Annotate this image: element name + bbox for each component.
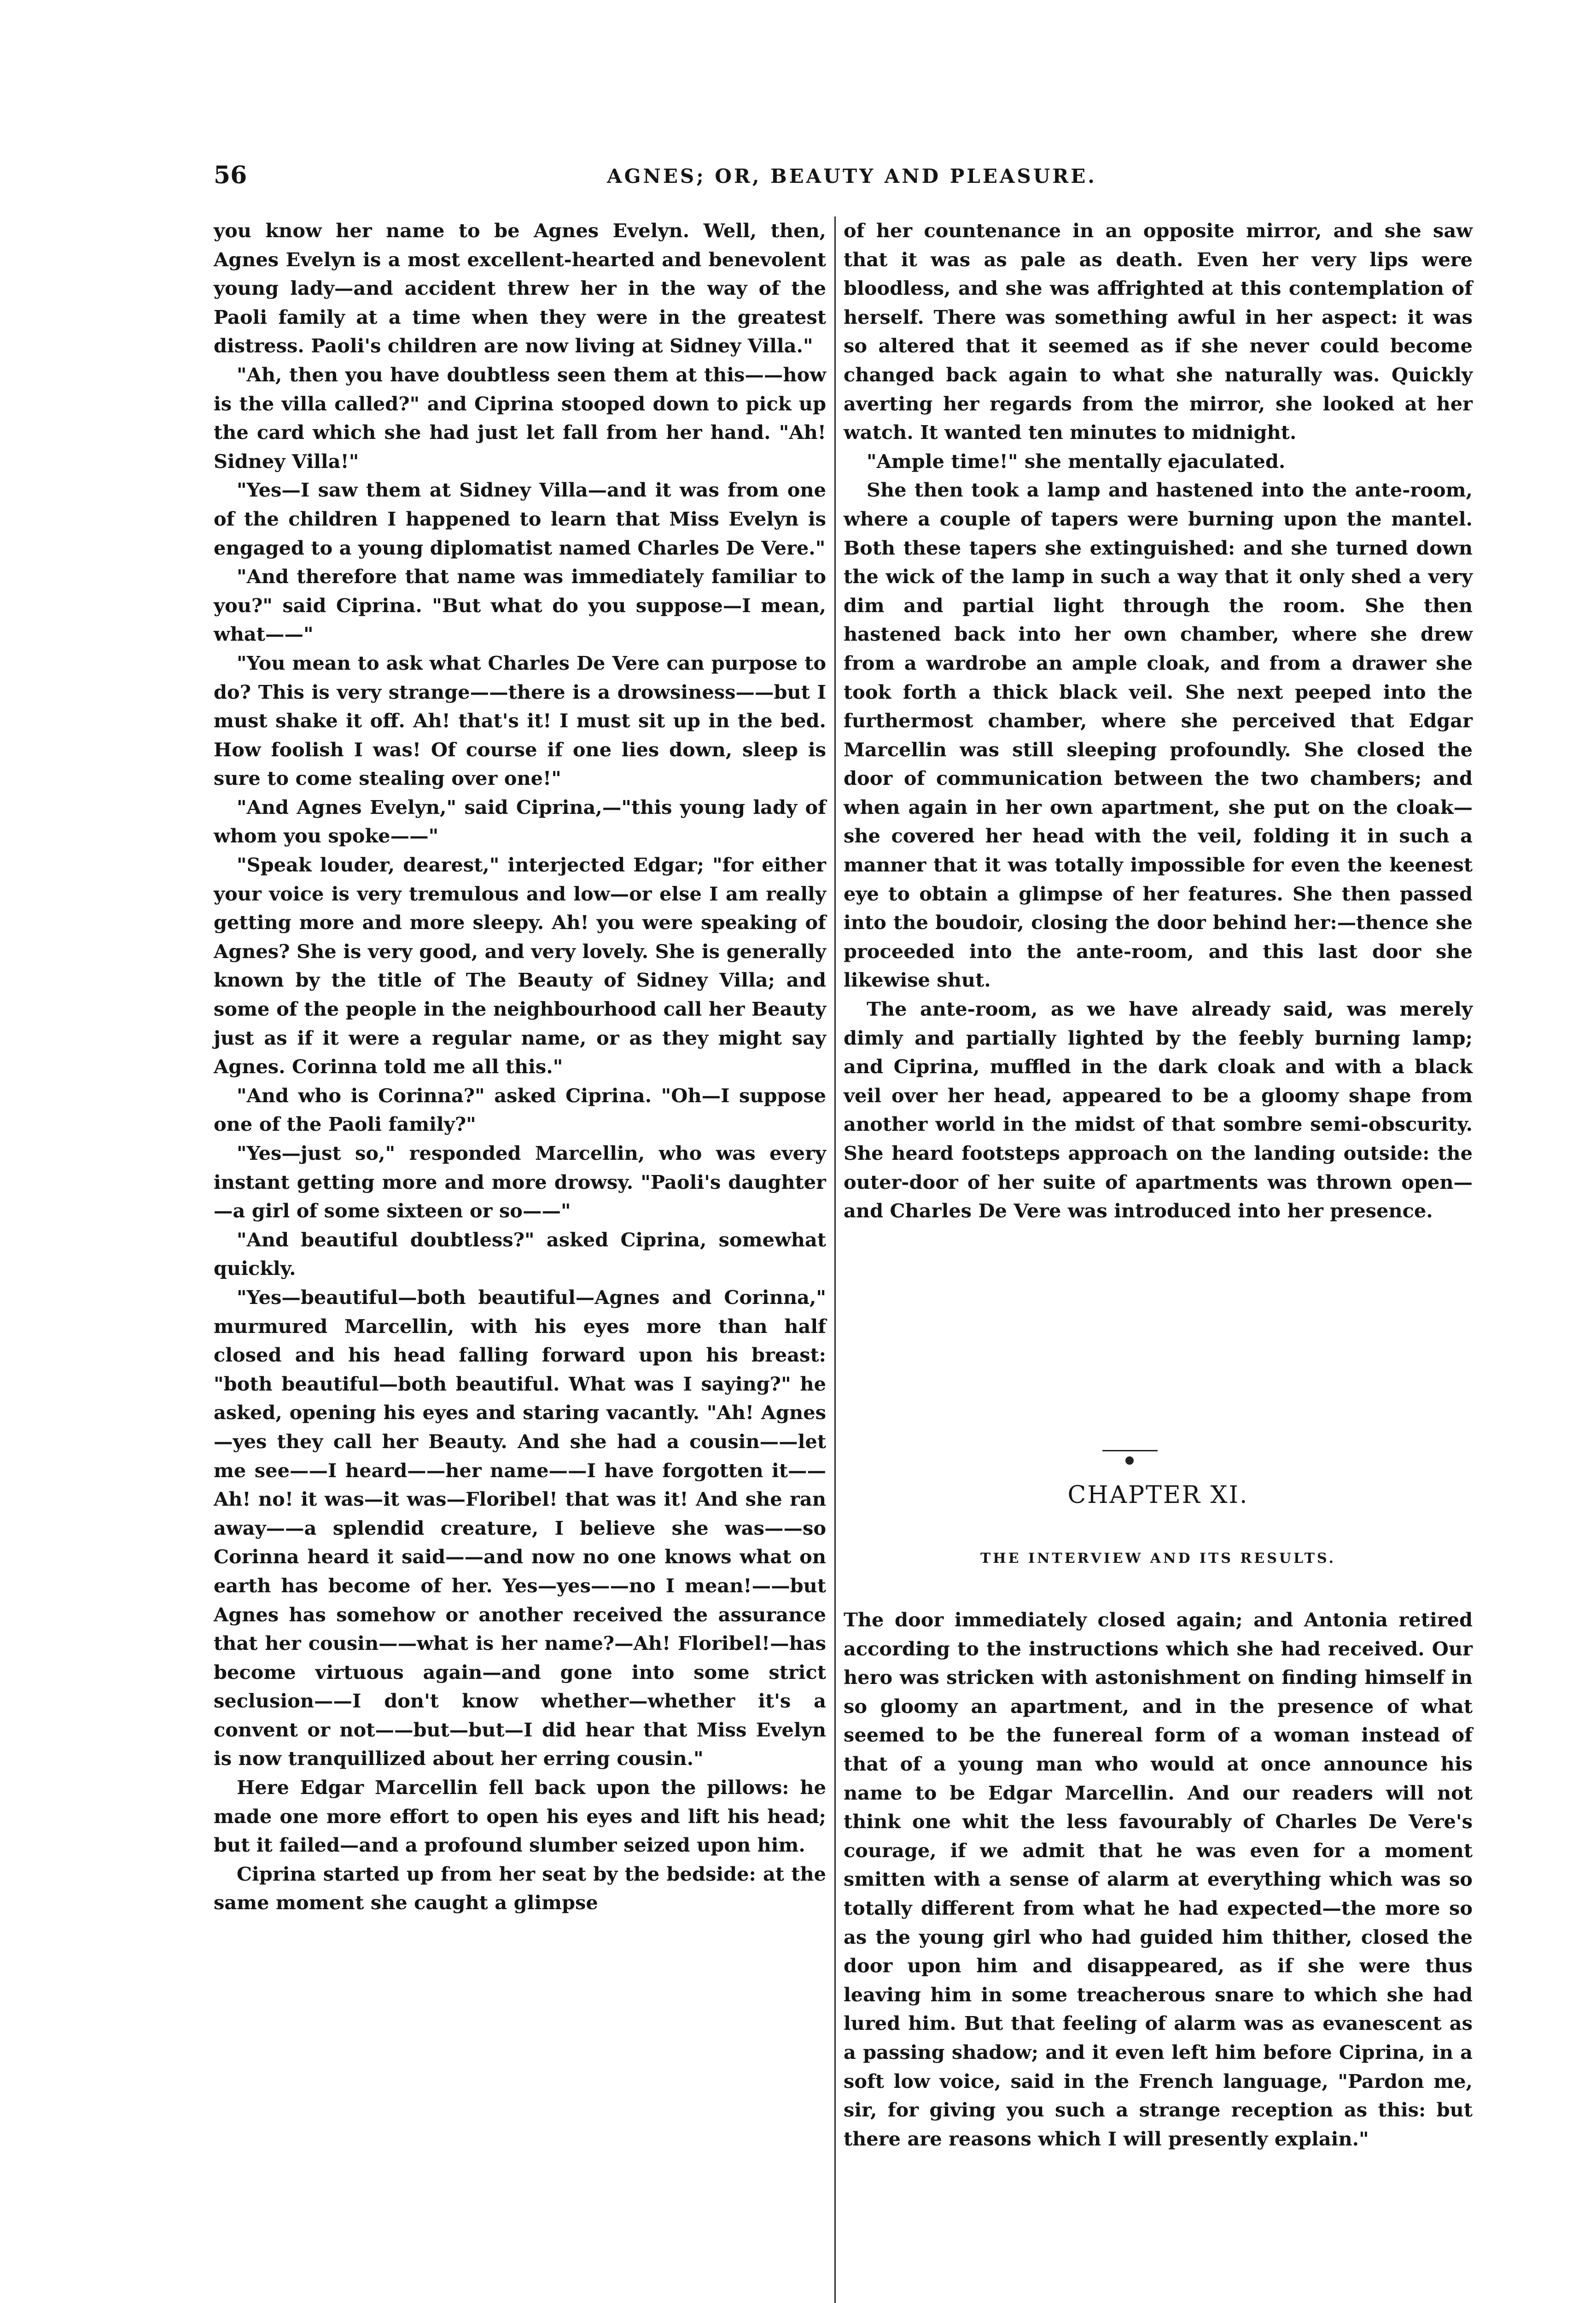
paragraph: of her countenance in an opposite mirror, and she saw that it was as pale as death. Even her very lips were bloodless, and she was affrighted at this contemplation of herself. There was something awful in her aspect: it was so altered that it seemed as if she never could become changed back again to what she naturally was. Quickly averting her regards from the mirror, she looked at her watch. It wanted ten minutes to midnight. <box>844 219 1473 444</box>
left-column <box>214 216 826 1917</box>
paragraph: The door immediately closed again; and Antonia retired according to the instructions which she had received. Our hero was stricken with astonishment on finding himself in so gloomy an apartment, and in the presence of what seemed to be the funereal form of a woman instead of that of a young man who would at once announce his name to be Edgar Marcellin. And our readers will not think one whit the less favourably of Charles De Vere's courage, if we admit that he was even for a moment smitten with a sense of alarm at everything which was so totally different from what he had expected—the more so as the young girl who had guided him thither, closed the door upon him and disappeared, as if she were thus leaving him in some treacherous snare to which she had lured him. But that feeling of alarm was as evanescent as a passing shadow; and it even left him before Ciprina, in a soft low voice, said in the French language, "Pardon me, sir, for giving you such a strange reception as this: but there are reasons which I will presently explain." <box>844 1608 1473 2150</box>
paragraph: Here Edgar Marcellin fell back upon the pillows: he made one more effort to open his eyes and lift his head; but it failed—and a profound slumber seized upon him. <box>214 1776 826 1857</box>
paragraph: "And therefore that name was immediately familiar to you?" said Ciprina. "But what do you suppose—I mean, what——" <box>214 565 826 646</box>
paragraph: "And beautiful doubtless?" asked Ciprina, somewhat quickly. <box>214 1228 826 1280</box>
paragraph: She then took a lamp and hastened into the ante-room, where a couple of tapers were burning upon the mantel. Both these tapers she extinguished: and she turned down the wick of the lamp in such a way that it only shed a very dim and partial light through the room. She then hastened back into her own chamber, where she drew from a wardrobe an ample cloak, and from a drawer she took forth a thick black veil. She next peeped into the furthermost chamber, where she perceived that Edgar Marcellin was still sleeping profoundly. She closed the door of communication between the two chambers; and when again in her own apartment, she put on the cloak—she covered her head with the veil, folding it in such a manner that it was totally impossible for even the keenest eye to obtain a glimpse of her features. She then passed into the boudoir, closing the door behind her:—thence she proceeded into the ante-room, and this last door she likewise shut. <box>844 479 1473 992</box>
paragraph: "And who is Corinna?" asked Ciprina. "Oh—I suppose one of the Paoli family?" <box>214 1084 826 1136</box>
section-divider-rule <box>1102 1450 1158 1451</box>
paragraph: The ante-room, as we have already said, was merely dimly and partially lighted by the feebly burning lamp; and Ciprina, muffled in the dark cloak and with a black veil over her head, appeared to be a gloomy shape from another world in the midst of that sombre semi-obscurity. She heard footsteps approach on the landing outside: the outer-door of her suite of apartments was thrown open—and Charles De Vere was introduced into her presence. <box>844 998 1473 1222</box>
paragraph: "Yes—I saw them at Sidney Villa—and it was from one of the children I happened to learn that Miss Evelyn is engaged to a young diplomatist named Charles De Vere." <box>214 479 826 559</box>
paragraph: "And Agnes Evelyn," said Ciprina,—"this young lady of whom you spoke——" <box>214 795 826 848</box>
right-column-bottom <box>844 1606 1473 2153</box>
paragraph: "Ah, then you have doubtless seen them at this——how is the villa called?" and Ciprina stooped down to pick up the card which she had just let fall from her hand. "Ah! Sidney Villa!" <box>214 363 826 473</box>
paragraph: "Yes—beautiful—both beautiful—Agnes and Corinna," murmured Marcellin, with his eyes more than half closed and his head falling forward upon his breast: "both beautiful—both beautiful. What was I saying?" he asked, opening his eyes and staring vacantly. "Ah! Agnes—yes they call her Beauty. And she had a cousin——let me see——I heard——her name——I have forgotten it——Ah! no! it was—it was—Floribel! that was it! And she ran away——a splendid creature, I believe she was——so Corinna heard it said——and now no one knows what on earth has become of her. Yes—yes——no I mean!——but Agnes has somehow or another received the assurance that her cousin——what is her name?—Ah! Floribel!—has become virtuous again—and gone into some strict seclusion——I don't know whether—whether it's a convent or not——but—but—I did hear that Miss Evelyn is now tranquillized about her erring cousin." <box>214 1286 826 1770</box>
column-divider <box>834 216 836 2303</box>
running-title: AGNES; OR, BEAUTY AND PLEASURE. <box>607 165 1097 187</box>
paragraph: "Yes—just so," responded Marcellin, who was every instant getting more and more drowsy. "Paoli's daughter—a girl of some sixteen or so——" <box>214 1142 826 1222</box>
chapter-subtitle: THE INTERVIEW AND ITS RESULTS. <box>980 1550 1336 1567</box>
paragraph: "You mean to ask what Charles De Vere can purpose to do? This is very strange——there is a drowsiness——but I must shake it off. Ah! that's it! I must sit up in the bed. How foolish I was! Of course if one lies down, sleep is sure to come stealing over one!" <box>214 651 826 790</box>
page-number: 56 <box>214 161 247 189</box>
paragraph: Ciprina started up from her seat by the bedside: at the same moment she caught a glimpse <box>214 1862 826 1914</box>
section-divider-dot <box>1125 1456 1134 1465</box>
paragraph: you know her name to be Agnes Evelyn. Well, then, Agnes Evelyn is a most excellent-hearted and benevolent young lady—and accident threw her in the way of the Paoli family at a time when they were in the greatest distress. Paoli's children are now living at Sidney Villa." <box>214 219 826 357</box>
paragraph: "Speak louder, dearest," interjected Edgar; "for either your voice is very tremulous and low—or else I am really getting more and more sleepy. Ah! you were speaking of Agnes? She is very good, and very lovely. She is generally known by the title of The Beauty of Sidney Villa; and some of the people in the neighbourhood call her Beauty just as if it were a regular name, or as they might say Agnes. Corinna told me all this." <box>214 853 826 1078</box>
paragraph: "Ample time!" she mentally ejaculated. <box>867 450 1286 473</box>
chapter-heading: CHAPTER XI. <box>1067 1481 1249 1509</box>
right-column-top <box>844 216 1473 1226</box>
